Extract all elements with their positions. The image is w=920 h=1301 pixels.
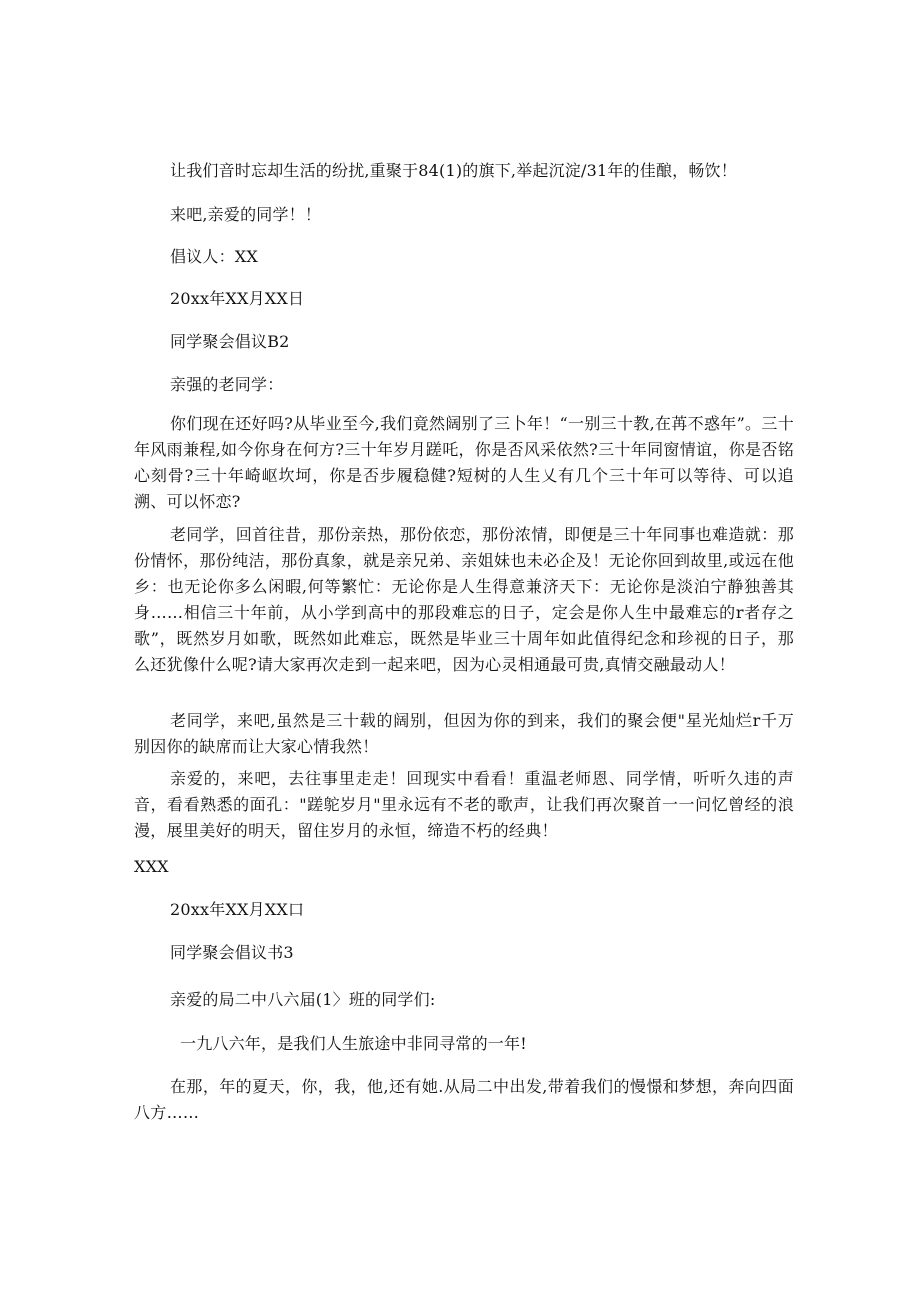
- body-paragraph-1: 你们现在还好吗?从毕业至今,我们竟然阔别了三卜年！“一别三十教,在苒不惑年”。三十年风雨兼程,如今你身在何方?三十年岁月蹉吒，你是否风采依然?三十年同窗情谊，你是否铭心刻骨?三十年崎岖坎坷，你是否步履稳健?短树的人生乂有几个三十年可以等待、可以追溯、可以怀恋?: [134, 414, 794, 511]
- year-paragraph: 一九八六年，是我们人生旅途中非同寻常的一年!: [180, 1034, 527, 1053]
- body-paragraph-2: 老同学，回首往昔，那份亲热，那份依恋，那份浓情，即便是三十年同事也难造就：那份情怀，那份纯洁，那份真象，就是亲兄弟、亲姐妹也未必企及！无论你回到故里,或远在他乡：也无论你多么闲暇,何等繁忙：无论你是人生得意兼济天下：无论你是淡泊宁静独善其身……相信三十年前，从小学到高中的那段难忘的日子，定会是你人生中最难忘的r者存之歌”，既然岁月如歌，既然如此难忘，既然是毕业三十周年如此值得纪念和珍视的日子，那么还犹像什么呢?请大家再次走到一起来吧，因为心灵相通最可贵,真情交融最动人！: [134, 525, 794, 674]
- section-title-3: 同学聚会倡议书3: [170, 943, 294, 962]
- greeting-2: 亲强的老同学：: [170, 375, 284, 394]
- section-title-2: 同学聚会倡议B2: [170, 332, 290, 351]
- summer-paragraph: 在那，年的夏天，你，我，他,还有她.从局二中出发,带着我们的慢憬和梦想，奔向四面八方……: [134, 1077, 794, 1122]
- signature-line: XXX: [134, 857, 169, 876]
- body-paragraph-3: 老同学，来吧,虽然是三十载的阔别，但因为你的到来，我们的聚会便"星光灿烂r千万别因你的缺席而让大家心情我然！: [134, 711, 794, 756]
- initiator-line: 倡议人：XX: [170, 247, 258, 266]
- greeting-3: 亲爱的局二中八六届(1〉班的同学们:: [170, 990, 436, 1009]
- come-paragraph: 来吧,亲爱的同学！！: [170, 205, 322, 224]
- date-line-2: 20xx年XX月XX口: [170, 900, 305, 919]
- toast-paragraph: 让我们音时忘却生活的纷扰,重聚于84(1)的旗下,举起沉淀/31年的佳酿，畅饮！: [170, 161, 737, 180]
- date-line-1: 20xx年XX月XX日: [170, 289, 305, 308]
- body-paragraph-4: 亲爱的，来吧，去往事里走走！回现实中看看！重温老师恩、同学情，听听久违的声音，看看熟悉的面孔："蹉鸵岁月"里永远有不老的歌声，让我们再次聚首一一问忆曾经的浪漫，展里美好的明天，留住岁月的永恒，缔造不朽的经典！: [134, 769, 794, 840]
